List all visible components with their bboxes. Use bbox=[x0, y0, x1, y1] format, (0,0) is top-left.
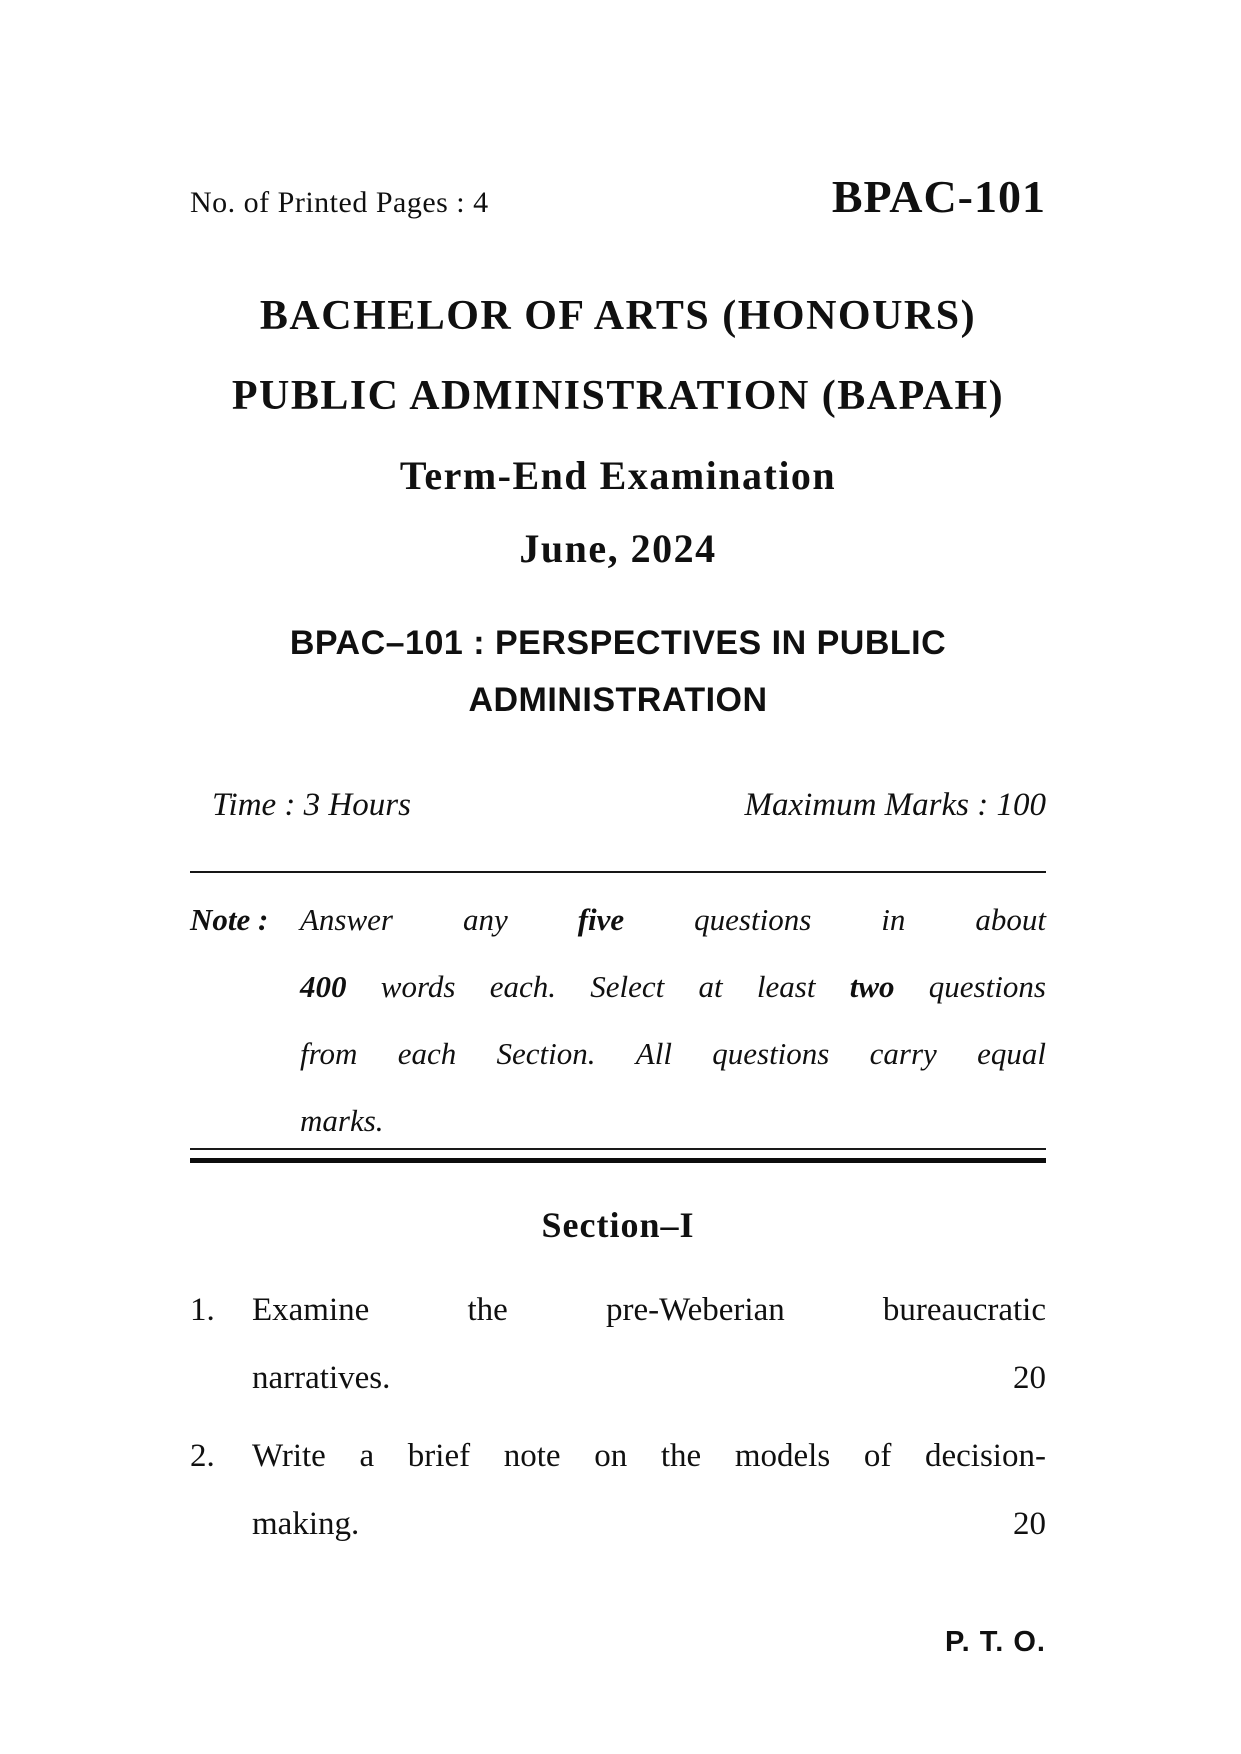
word: equal bbox=[977, 1036, 1046, 1071]
word: at bbox=[698, 969, 723, 1004]
exam-title: Term-End Examination bbox=[399, 453, 837, 498]
question-1-number: 1. bbox=[190, 1292, 215, 1328]
question-1-line-2 bbox=[252, 1344, 1046, 1412]
page-content bbox=[190, 0, 1046, 1754]
word: Write bbox=[252, 1438, 326, 1474]
word: Answer bbox=[300, 902, 393, 937]
page-turn-over-label: P. T. O. bbox=[945, 1626, 1046, 1658]
maximum-marks: Maximum Marks : 100 bbox=[744, 787, 1046, 823]
word: from bbox=[300, 1036, 358, 1071]
note-line-2 bbox=[300, 953, 1046, 1020]
note-label: Note : bbox=[190, 902, 269, 937]
word: Section. bbox=[496, 1036, 596, 1071]
word: carry bbox=[869, 1036, 937, 1071]
question-2-number: 2. bbox=[190, 1438, 215, 1474]
word: the bbox=[467, 1292, 508, 1328]
word: questions bbox=[712, 1036, 830, 1071]
question-2-body bbox=[252, 1422, 1046, 1558]
word: about bbox=[975, 902, 1046, 937]
question-1-text-end: narratives. bbox=[252, 1360, 391, 1396]
section-heading: Section–I bbox=[541, 1205, 695, 1245]
note-text bbox=[300, 886, 1046, 1154]
note-line-1 bbox=[300, 886, 1046, 953]
word: each. bbox=[489, 969, 556, 1004]
question-2-line-1 bbox=[252, 1422, 1046, 1490]
degree-title-line-1: BACHELOR OF ARTS (HONOURS) bbox=[259, 293, 977, 339]
word: pre-Weberian bbox=[606, 1292, 785, 1328]
note-line-4: marks. bbox=[300, 1103, 384, 1138]
word: models bbox=[734, 1438, 831, 1474]
word: note bbox=[503, 1438, 561, 1474]
time-marks-row bbox=[190, 787, 1046, 824]
word: brief bbox=[407, 1438, 471, 1474]
word: two bbox=[849, 969, 895, 1004]
course-title-line-2: ADMINISTRATION bbox=[468, 681, 768, 719]
question-1 bbox=[190, 1276, 1046, 1412]
double-rule bbox=[190, 1148, 1046, 1163]
question-1-line-1 bbox=[252, 1276, 1046, 1344]
word: least bbox=[756, 969, 816, 1004]
word: questions bbox=[694, 902, 812, 937]
question-2-marks: 20 bbox=[1013, 1506, 1046, 1542]
word: Examine bbox=[252, 1292, 370, 1328]
note-paragraph bbox=[190, 886, 1046, 1154]
horizontal-rule bbox=[190, 871, 1046, 873]
time-allowed: Time : 3 Hours bbox=[212, 787, 411, 823]
word: Select bbox=[590, 969, 665, 1004]
word: decision- bbox=[925, 1438, 1046, 1474]
word: words bbox=[380, 969, 456, 1004]
word: bureaucratic bbox=[882, 1292, 1046, 1328]
word: five bbox=[577, 902, 625, 937]
word: any bbox=[462, 902, 508, 937]
word: the bbox=[660, 1438, 702, 1474]
printed-pages-label: No. of Printed Pages : 4 bbox=[190, 186, 489, 219]
course-title-line-1: BPAC–101 : PERSPECTIVES IN PUBLIC bbox=[289, 624, 947, 662]
question-2 bbox=[190, 1422, 1046, 1558]
exam-session: June, 2024 bbox=[519, 526, 717, 571]
degree-title-line-2: PUBLIC ADMINISTRATION (BAPAH) bbox=[231, 373, 1005, 419]
word: each bbox=[397, 1036, 457, 1071]
word: on bbox=[594, 1438, 628, 1474]
word: 400 bbox=[300, 969, 347, 1004]
word: questions bbox=[928, 969, 1046, 1004]
question-2-text-end: making. bbox=[252, 1506, 360, 1542]
question-1-body bbox=[252, 1276, 1046, 1412]
word: All bbox=[635, 1036, 672, 1071]
paper-code: BPAC-101 bbox=[831, 171, 1046, 222]
word: of bbox=[863, 1438, 892, 1474]
page-header bbox=[190, 170, 1046, 223]
question-1-marks: 20 bbox=[1013, 1360, 1046, 1396]
question-2-line-2 bbox=[252, 1490, 1046, 1558]
note-line-3 bbox=[300, 1020, 1046, 1087]
word: a bbox=[359, 1438, 375, 1474]
word: in bbox=[881, 902, 906, 937]
